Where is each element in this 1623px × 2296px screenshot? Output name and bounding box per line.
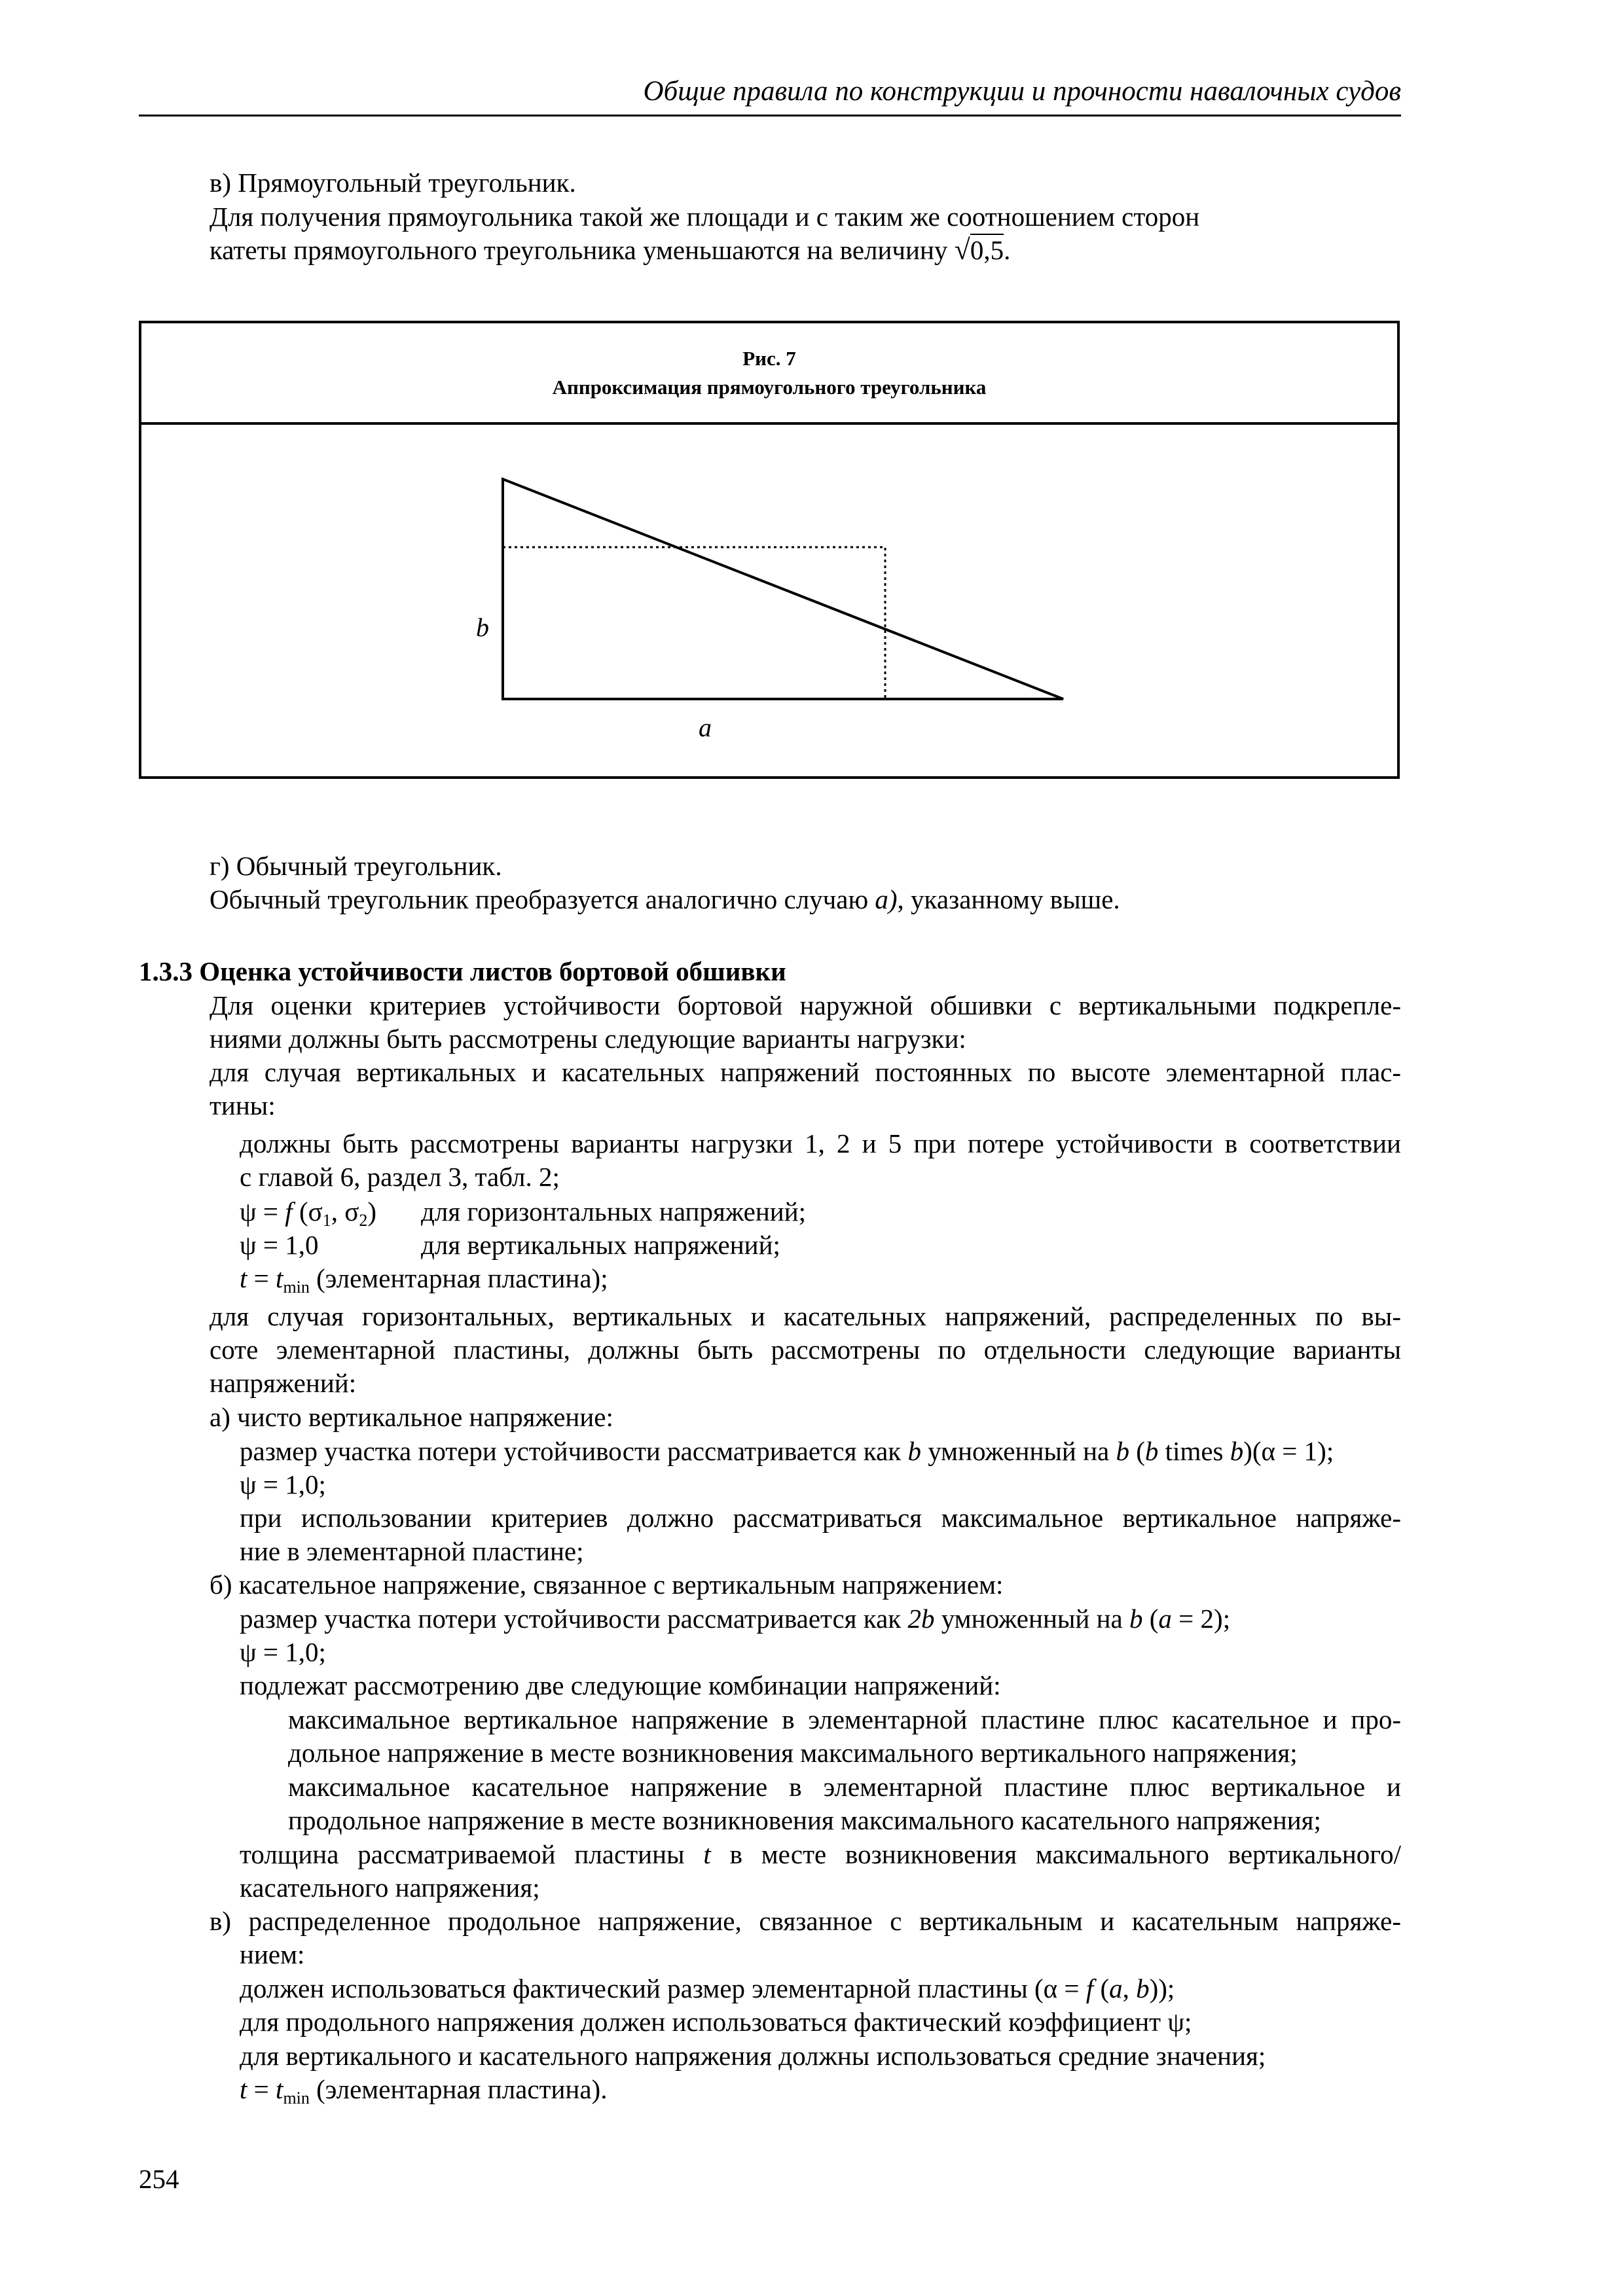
intro-line-3-text: катеты прямоугольного треугольника уменьшаются на величину xyxy=(210,235,948,265)
t1-tmin: t xyxy=(276,1263,283,1293)
intro-line-2: Для получения прямоугольника такой же площади и с таким же соотношением сторон xyxy=(210,202,1200,232)
psi-h-open: (σ xyxy=(292,1196,323,1227)
case-b-2b: 2b xyxy=(907,1604,935,1634)
case-a-text-5: )(α = 1); xyxy=(1243,1436,1334,1466)
t1-t: t xyxy=(240,1263,247,1293)
psi-vertical: ψ = 1,0 xyxy=(240,1230,319,1260)
psi-h-lhs: ψ = xyxy=(240,1196,285,1227)
case-b-text-3: ( xyxy=(1142,1604,1159,1634)
intro-line-3-end: . xyxy=(1004,235,1011,265)
case-a-line-1 xyxy=(240,1435,1334,1467)
psi-h-f: f xyxy=(285,1196,293,1227)
t1-eq: = xyxy=(247,1263,276,1293)
case-c-line-1: в) распределенное продольное напряжение, связанное с вертикальным и касательным напряже- xyxy=(210,1906,1401,1936)
case-reference: а) xyxy=(875,884,898,914)
t1-sub: min xyxy=(283,1278,310,1297)
t2-sub: min xyxy=(283,2089,310,2108)
p4-line-1: для случая горизонтальных, вертикальных и касательных напряжений, распределенных по вы- xyxy=(210,1301,1401,1331)
after-figure-text-end: , указанному выше. xyxy=(897,884,1120,914)
after-figure-line-2 xyxy=(210,883,1120,916)
case-a-text-3: ( xyxy=(1129,1436,1145,1466)
case-b-line-3: подлежат рассмотрению две следующие комбинации напряжений: xyxy=(240,1670,1001,1700)
case-b-a: a xyxy=(1158,1604,1172,1634)
p2-line-2: тины: xyxy=(210,1090,276,1121)
case-c-line-2: нием: xyxy=(240,1939,305,1969)
case-c-line-4: для продольного напряжения должен использоваться фактический коэффициент ψ; xyxy=(240,2007,1192,2037)
case-c-line-5: для вертикального и касательного напряжения должны использоваться средние значения; xyxy=(240,2041,1266,2071)
figure-number: Рис. 7 xyxy=(742,347,796,370)
figure-caption-divider xyxy=(139,422,1400,425)
t2-tmin: t xyxy=(276,2074,283,2104)
case-a-b3: b xyxy=(1144,1436,1159,1466)
right-triangle xyxy=(503,479,1063,699)
case-b-text-4: = 2); xyxy=(1171,1604,1231,1634)
t2-rest: (элементарная пластина). xyxy=(309,2074,608,2104)
label-a: a xyxy=(699,713,712,742)
psi-h-sub1: 1 xyxy=(322,1211,331,1230)
p4-line-2: соте элементарной пластины, должны быть рассмотрены по отдельности следующие варианты xyxy=(210,1335,1401,1365)
case-c-a: a xyxy=(1109,1973,1123,2003)
case-c-f: f xyxy=(1085,1973,1094,2003)
intro-line-1: в) Прямоугольный треугольник. xyxy=(210,168,576,198)
case-b-text-8a: толщина рассматриваемой пластины xyxy=(240,1839,704,1869)
case-a-line-3: при использовании критериев должно рассматриваться максимальное вертикальное напряже- xyxy=(240,1503,1401,1533)
case-b-line-7: продольное напряжение в месте возникновения максимального касательного напряжения; xyxy=(288,1805,1321,1835)
intro-line-3 xyxy=(210,234,1010,266)
p3-line-1: должны быть рассмотрены варианты нагрузки 1, 2 и 5 при потере устойчивости в соответствии xyxy=(240,1128,1401,1158)
case-b-line-6: максимальное касательное напряжение в элементарной пластине плюс вертикальное и xyxy=(288,1772,1401,1802)
label-b: b xyxy=(476,613,489,642)
header-rule xyxy=(139,115,1401,117)
case-c-text-2: ( xyxy=(1093,1973,1110,2003)
p2-line-1: для случая вертикальных и касательных напряжений постоянных по высоте элементарной плас- xyxy=(210,1057,1401,1087)
case-b-b: b xyxy=(1129,1604,1143,1634)
psi-vertical-desc: для вертикальных напряжений; xyxy=(421,1230,780,1260)
case-a-line-4: ние в элементарной пластине; xyxy=(240,1536,584,1566)
case-a-b2: b xyxy=(1116,1436,1130,1466)
psi-h-close: ) xyxy=(367,1196,376,1227)
equivalent-rectangle-dotted xyxy=(503,547,885,699)
case-a-b1: b xyxy=(907,1436,921,1466)
case-c-text-4: )); xyxy=(1149,1973,1175,2003)
t-min-line-1 xyxy=(240,1262,608,1295)
case-b-text-2: умноженный на xyxy=(934,1604,1130,1634)
case-a-text-2: умноженный на xyxy=(921,1436,1116,1466)
running-header: Общие правила по конструкции и прочности навалочных судов xyxy=(643,76,1401,107)
section-heading: 1.3.3 Оценка устойчивости листов бортовой обшивки xyxy=(139,956,786,986)
case-b-line-9: касательного напряжения; xyxy=(240,1873,540,1903)
case-c-text-1: должен использоваться фактический размер элементарной пластины (α = xyxy=(240,1973,1086,2003)
case-b-line-4: максимальное вертикальное напряжение в элементарной пластине плюс касательное и про- xyxy=(288,1704,1401,1734)
case-b-line-1 xyxy=(240,1602,1230,1635)
case-a-text-4: times xyxy=(1158,1436,1230,1466)
after-figure-text: Обычный треугольник преобразуется аналогично случаю xyxy=(210,884,869,914)
case-c-text-3: , xyxy=(1122,1973,1137,2003)
psi-horizontal xyxy=(240,1195,376,1228)
p4-line-3: напряжений: xyxy=(210,1368,357,1398)
case-b-t: t xyxy=(703,1839,711,1869)
case-b-text-1: размер участка потери устойчивости рассматривается как xyxy=(240,1604,908,1634)
after-figure-line-1: г) Обычный треугольник. xyxy=(210,851,502,881)
psi-horizontal-desc: для горизонтальных напряжений; xyxy=(421,1196,807,1227)
case-b-heading: б) касательное напряжение, связанное с вертикальным напряжением: xyxy=(210,1570,1004,1600)
case-b-line-8 xyxy=(240,1838,1401,1871)
figure-title: Аппроксимация прямоугольного треугольника xyxy=(552,376,987,399)
triangle-diagram xyxy=(139,425,1400,772)
page-number: 254 xyxy=(139,2164,179,2194)
t1-rest: (элементарная пластина); xyxy=(309,1263,608,1293)
case-a-b4: b xyxy=(1230,1436,1244,1466)
case-c-line-3 xyxy=(240,1972,1175,2005)
p1-line-2: ниями должны быть рассмотрены следующие варианты нагрузки: xyxy=(210,1024,966,1054)
sqrt-value: 0,5 xyxy=(970,235,1004,265)
case-b-line-2: ψ = 1,0; xyxy=(240,1637,326,1667)
case-b-text-8b: в месте возникновения максимального вертикального/ xyxy=(710,1839,1401,1869)
case-a-text-1: размер участка потери устойчивости рассматривается как xyxy=(240,1436,908,1466)
p3-line-2: с главой 6, раздел 3, табл. 2; xyxy=(240,1162,560,1192)
t2-eq: = xyxy=(247,2074,276,2104)
t-min-line-2 xyxy=(240,2073,607,2106)
case-a-line-2: ψ = 1,0; xyxy=(240,1469,326,1499)
sqrt-symbol: √ xyxy=(954,234,970,266)
t2-t: t xyxy=(240,2074,247,2104)
case-a-heading: а) чисто вертикальное напряжение: xyxy=(210,1402,613,1432)
case-c-b: b xyxy=(1136,1973,1150,2003)
p1-line-1: Для оценки критериев устойчивости бортовой наружной обшивки с вертикальными подкрепле- xyxy=(210,990,1401,1020)
psi-h-comma: , σ xyxy=(331,1196,359,1227)
psi-h-sub2: 2 xyxy=(359,1211,368,1230)
case-b-line-5: дольное напряжение в месте возникновения максимального вертикального напряжения; xyxy=(288,1738,1298,1768)
